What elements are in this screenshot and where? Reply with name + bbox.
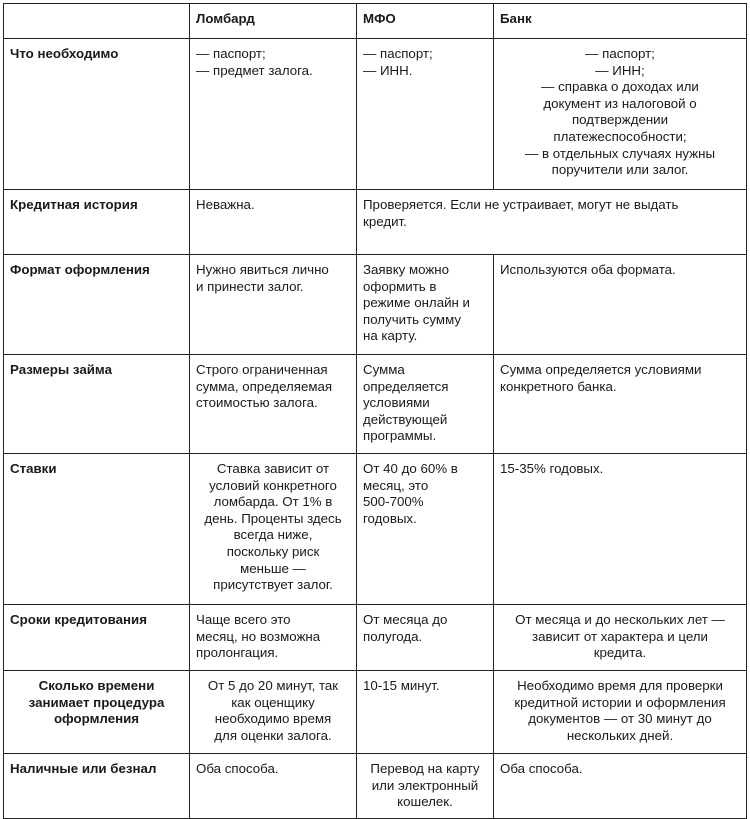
cell-lombard: Строго ограниченная сумма, определяемая стоимостью залога. <box>190 355 357 454</box>
cell-lombard: Чаще всего это месяц, но возможна пролонгация. <box>190 605 357 671</box>
table-row <box>4 255 747 355</box>
cell-mfo-bank: Проверяется. Если не устраивает, могут не выдать кредит. <box>357 190 747 255</box>
row-label: Формат оформления <box>4 255 190 355</box>
cell-bank: Необходимо время для проверки кредитной истории и оформления документов — от 30 минут до нескольких дней. <box>494 671 747 754</box>
row-label: Кредитная история <box>4 190 190 255</box>
cell-lombard: — паспорт; — предмет залога. <box>190 39 357 190</box>
cell-lombard: Ставка зависит от условий конкретного ломбарда. От 1% в день. Проценты здесь всегда ниже, поскольку риск меньше — присутствует залог. <box>190 454 357 605</box>
row-label: Наличные или безнал <box>4 754 190 819</box>
cell-mfo: Сумма определяется условиями действующей программы. <box>357 355 494 454</box>
cell-lombard: Неважна. <box>190 190 357 255</box>
row-label: Что необходимо <box>4 39 190 190</box>
cell-mfo: От 40 до 60% в месяц, это 500-700% годовых. <box>357 454 494 605</box>
comparison-table <box>3 3 747 819</box>
table-row <box>4 454 747 605</box>
header-corner <box>4 4 190 39</box>
table-row <box>4 671 747 754</box>
header-lombard: Ломбард <box>190 4 357 39</box>
cell-bank: Сумма определяется условиями конкретного банка. <box>494 355 747 454</box>
cell-bank: Используются оба формата. <box>494 255 747 355</box>
table-row <box>4 355 747 454</box>
cell-mfo: Заявку можно оформить в режиме онлайн и получить сумму на карту. <box>357 255 494 355</box>
cell-bank: От месяца и до нескольких лет — зависит от характера и цели кредита. <box>494 605 747 671</box>
cell-lombard: Нужно явиться лично и принести залог. <box>190 255 357 355</box>
table-row <box>4 754 747 819</box>
header-row <box>4 4 747 39</box>
cell-mfo: 10-15 минут. <box>357 671 494 754</box>
row-label: Ставки <box>4 454 190 605</box>
cell-mfo: Перевод на карту или электронный кошелек. <box>357 754 494 819</box>
row-label: Сроки кредитования <box>4 605 190 671</box>
cell-bank: — паспорт; — ИНН; — справка о доходах или документ из налоговой о подтверждении платежеспособности; — в отдельных случаях нужны поручители или залог. <box>494 39 747 190</box>
row-label: Сколько времени занимает процедура оформления <box>4 671 190 754</box>
cell-bank: Оба способа. <box>494 754 747 819</box>
header-bank: Банк <box>494 4 747 39</box>
table-row <box>4 605 747 671</box>
cell-mfo: — паспорт; — ИНН. <box>357 39 494 190</box>
table-row <box>4 190 747 255</box>
header-mfo: МФО <box>357 4 494 39</box>
row-label: Размеры займа <box>4 355 190 454</box>
cell-bank: 15-35% годовых. <box>494 454 747 605</box>
cell-lombard: Оба способа. <box>190 754 357 819</box>
cell-lombard: От 5 до 20 минут, так как оценщику необходимо время для оценки залога. <box>190 671 357 754</box>
table-row <box>4 39 747 190</box>
cell-mfo: От месяца до полугода. <box>357 605 494 671</box>
